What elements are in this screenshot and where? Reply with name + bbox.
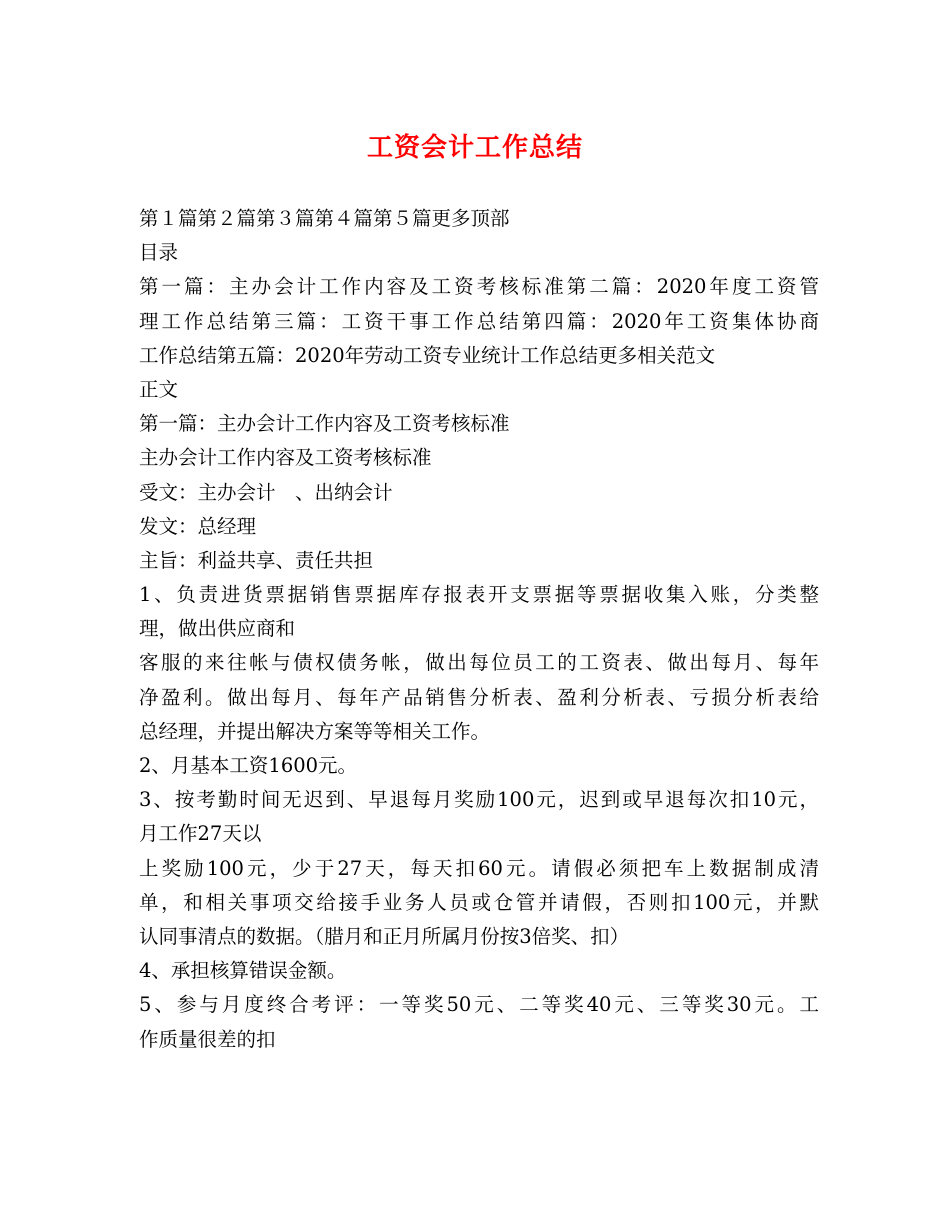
text-line: 4、承担核算错误金额。 xyxy=(139,959,347,983)
text-line: 第一篇：主办会计工作内容及工资考核标准 xyxy=(139,412,510,436)
text-line: 发文：总经理 xyxy=(139,514,257,538)
document-body xyxy=(139,202,819,1057)
text-line: 单，和相关事项交给接手业务人员或仓管并请假，否则扣100元，并默 xyxy=(139,890,819,914)
text-line: 受文：主办会计 、出纳会计 xyxy=(139,480,393,504)
text-line: 主办会计工作内容及工资考核标准 xyxy=(139,446,432,470)
document-title: 工资会计工作总结 xyxy=(366,133,583,163)
text-line: 5、参与月度终合考评：一等奖50元、二等奖40元、三等奖30元。工 xyxy=(139,993,819,1017)
text-line: 月工作27天以 xyxy=(139,822,262,846)
text-line: 第一篇：主办会计工作内容及工资考核标准第二篇：2020年度工资管 xyxy=(139,275,819,299)
text-line: 工作总结第五篇：2020年劳动工资专业统计工作总结更多相关范文 xyxy=(139,343,716,367)
text-line: 理工作总结第三篇：工资干事工作总结第四篇：2020年工资集体协商 xyxy=(139,309,819,333)
text-line: 2、月基本工资1600元。 xyxy=(139,754,358,777)
text-line: 正文 xyxy=(139,377,179,401)
text-line: 1、负责进货票据销售票据库存报表开支票据等票据收集入账，分类整 xyxy=(139,583,819,607)
text-line: 作质量很差的扣 xyxy=(139,1027,276,1051)
text-line: 第１篇第２篇第３篇第４篇第５篇更多顶部 xyxy=(139,207,510,230)
text-line: 理，做出供应商和 xyxy=(139,617,296,641)
text-line: 认同事清点的数据。（腊月和正月所属月份按3倍奖、扣） xyxy=(139,924,630,948)
text-line: 上奖励100元，少于27天，每天扣60元。请假必须把车上数据制成清 xyxy=(139,856,819,880)
text-line: 3、按考勤时间无迟到、早退每月奖励100元，迟到或早退每次扣10元， xyxy=(139,788,819,812)
text-line: 净盈利。做出每月、每年产品销售分析表、盈利分析表、亏损分析表给 xyxy=(139,685,819,709)
text-line: 目录 xyxy=(139,241,179,265)
text-line: 主旨：利益共享、责任共担 xyxy=(139,548,374,572)
text-line: 总经理，并提出解决方案等等相关工作。 xyxy=(139,719,491,743)
text-line: 客服的来往帐与债权债务帐，做出每位员工的工资表、做出每月、每年 xyxy=(139,651,819,675)
